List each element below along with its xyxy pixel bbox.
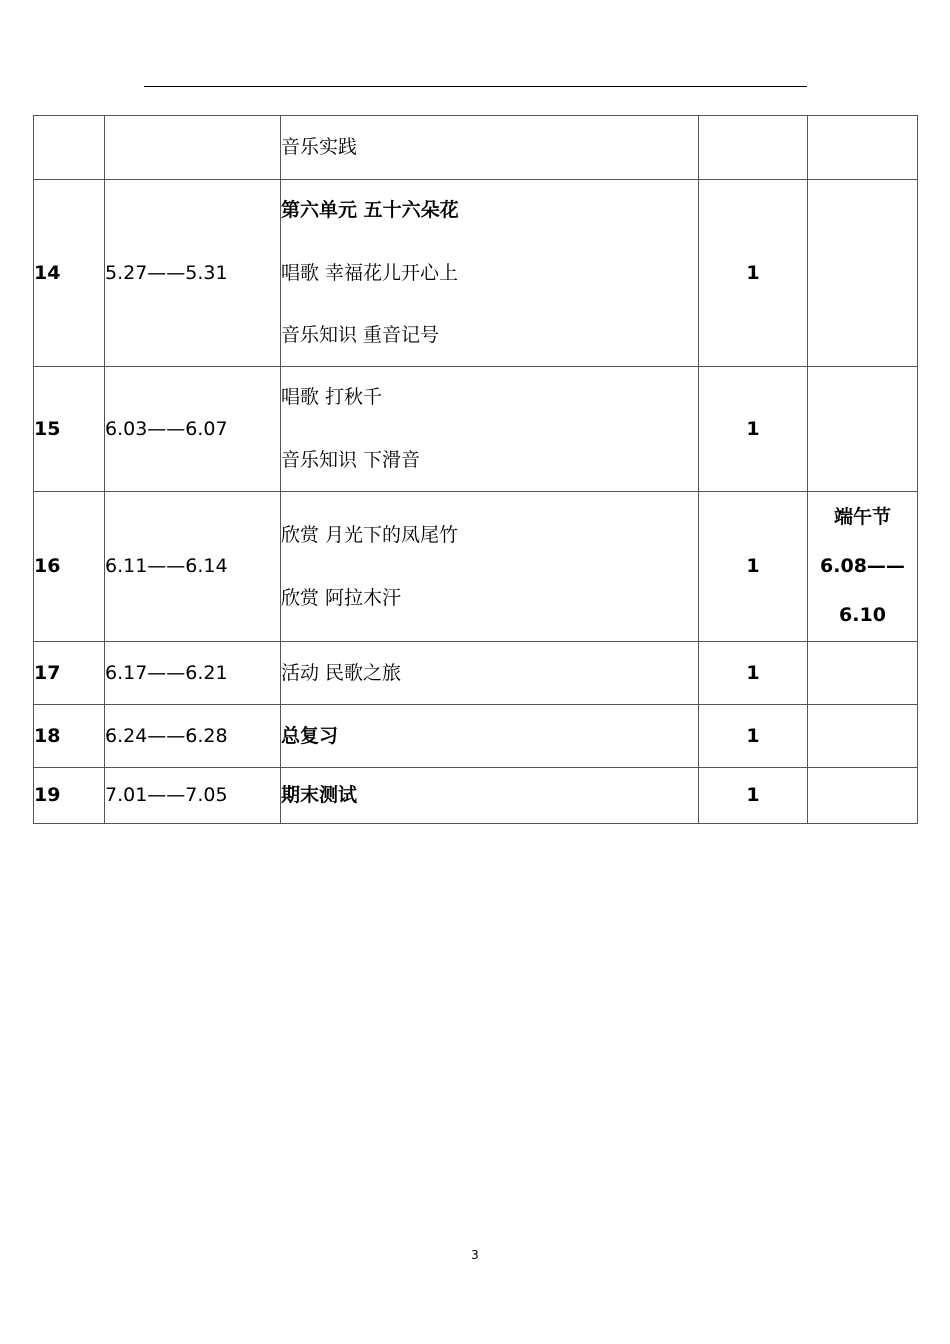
table-row (34, 492, 918, 642)
holiday-date-end: 6.10 (839, 604, 886, 626)
note-cell (808, 116, 918, 180)
hours-cell: 1 (699, 492, 808, 642)
content-line: 活动 民歌之旅 (281, 661, 402, 684)
date-cell (105, 116, 281, 180)
note-cell (808, 642, 918, 705)
date-cell: 6.11——6.14 (105, 492, 281, 642)
note-cell (808, 705, 918, 768)
content-line: 期末测试 (281, 784, 358, 807)
content-line: 唱歌 打秋千 (281, 386, 383, 409)
holiday-date-start: 6.08—— (820, 555, 905, 577)
content-cell (281, 180, 699, 367)
content-line: 音乐知识 重音记号 (281, 324, 440, 347)
content-cell (281, 642, 699, 705)
week-cell: 17 (34, 642, 105, 705)
week-cell: 19 (34, 768, 105, 824)
week-cell: 14 (34, 180, 105, 367)
note-cell (808, 492, 918, 642)
unit-title: 第六单元 五十六朵花 (281, 198, 459, 221)
content-cell (281, 116, 699, 180)
date-cell: 6.24——6.28 (105, 705, 281, 768)
hours-cell: 1 (699, 367, 808, 492)
content-line: 音乐实践 (281, 136, 358, 159)
week-cell: 18 (34, 705, 105, 768)
note-cell (808, 367, 918, 492)
hours-cell: 1 (699, 180, 808, 367)
table-row (34, 116, 918, 180)
content-line: 总复习 (281, 724, 339, 747)
content-line: 欣赏 阿拉木汗 (281, 586, 402, 609)
content-line: 音乐知识 下滑音 (281, 449, 421, 471)
date-cell: 5.27——5.31 (105, 180, 281, 367)
schedule-table (33, 115, 918, 824)
table-row (34, 642, 918, 705)
week-cell: 16 (34, 492, 105, 642)
week-cell: 15 (34, 367, 105, 492)
hours-cell: 1 (699, 705, 808, 768)
table-row (34, 705, 918, 768)
page-number: 3 (471, 1248, 479, 1262)
content-line: 欣赏 月光下的凤尾竹 (281, 523, 459, 546)
table-row (34, 180, 918, 367)
note-cell (808, 768, 918, 824)
content-line: 唱歌 幸福花儿开心上 (281, 261, 459, 284)
date-cell: 6.17——6.21 (105, 642, 281, 705)
week-cell (34, 116, 105, 180)
holiday-name: 端午节 (833, 506, 891, 528)
header-rule (144, 86, 807, 87)
hours-cell: 1 (699, 768, 808, 824)
hours-cell (699, 116, 808, 180)
content-cell (281, 768, 699, 824)
date-cell: 6.03——6.07 (105, 367, 281, 492)
content-cell (281, 705, 699, 768)
date-cell: 7.01——7.05 (105, 768, 281, 824)
table-row (34, 768, 918, 824)
hours-cell: 1 (699, 642, 808, 705)
content-cell (281, 367, 699, 492)
table-row (34, 367, 918, 492)
note-cell (808, 180, 918, 367)
content-cell (281, 492, 699, 642)
